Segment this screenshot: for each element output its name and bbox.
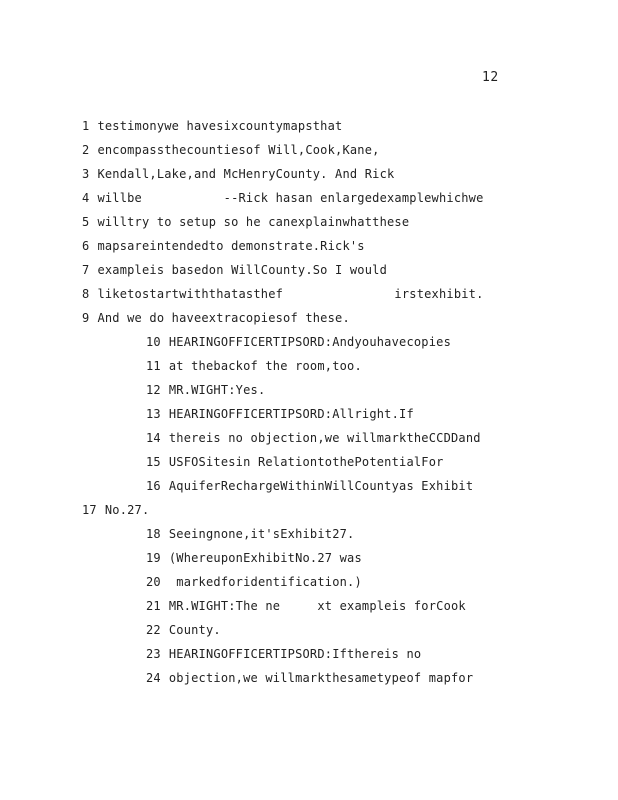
line-text: No.27.	[104, 503, 150, 517]
transcript-line-18	[146, 527, 354, 541]
line-text: at thebackof the room,too.	[168, 359, 362, 373]
line-text: exampleis basedon WillCounty.So I would	[97, 263, 387, 277]
line-number: 4	[82, 191, 90, 205]
line-number: 13	[146, 407, 161, 421]
transcript-line-3	[82, 167, 394, 181]
line-number: 22	[146, 623, 161, 637]
line-number: 9	[82, 311, 90, 325]
line-text: AquiferRechargeWithinWillCountyas Exhibit	[168, 479, 474, 493]
transcript-line-2	[82, 143, 380, 157]
line-text: mapsareintendedto demonstrate.Rick's	[97, 239, 365, 253]
line-number: 18	[146, 527, 161, 541]
line-text: MR.WIGHT:Yes.	[168, 383, 266, 397]
transcript-line-4	[82, 191, 484, 205]
line-number: 23	[146, 647, 161, 661]
line-number: 11	[146, 359, 161, 373]
line-text: (WhereuponExhibitNo.27 was	[168, 551, 362, 565]
line-number: 8	[82, 287, 90, 301]
transcript-line-8	[82, 287, 484, 301]
line-text: County.	[168, 623, 221, 637]
transcript-line-14	[146, 431, 481, 445]
transcript-line-23	[146, 647, 421, 661]
line-number: 12	[146, 383, 161, 397]
page-number: 12	[482, 70, 499, 85]
transcript-line-15	[146, 455, 444, 469]
line-number: 21	[146, 599, 161, 613]
line-text: HEARINGOFFICERTIPSORD:Andyouhavecopies	[168, 335, 451, 349]
transcript-line-7	[82, 263, 387, 277]
line-number: 2	[82, 143, 90, 157]
line-text: USFOSitesin RelationtothePotentialFor	[168, 455, 444, 469]
line-number: 14	[146, 431, 161, 445]
transcript-line-10	[146, 335, 451, 349]
line-number: 19	[146, 551, 161, 565]
line-number: 16	[146, 479, 161, 493]
transcript-line-13	[146, 407, 414, 421]
line-number: 1	[82, 119, 90, 133]
line-text: liketostartwiththatasthef irstexhibit.	[97, 287, 484, 301]
line-text: HEARINGOFFICERTIPSORD:Allright.If	[168, 407, 414, 421]
line-text: Kendall,Lake,and McHenryCounty. And Rick	[97, 167, 395, 181]
line-text: objection,we willmarkthesametypeof mapfor	[168, 671, 474, 685]
line-text: HEARINGOFFICERTIPSORD:Ifthereis no	[168, 647, 422, 661]
transcript-line-22	[146, 623, 221, 637]
line-number: 24	[146, 671, 161, 685]
transcript-line-6	[82, 239, 365, 253]
line-number: 7	[82, 263, 90, 277]
transcript-line-17	[82, 503, 149, 517]
line-number: 15	[146, 455, 161, 469]
transcript-line-20	[146, 575, 362, 589]
transcript-line-19	[146, 551, 362, 565]
line-text: markedforidentification.)	[168, 575, 362, 589]
transcript-line-11	[146, 359, 362, 373]
line-number: 17	[82, 503, 97, 517]
line-number: 3	[82, 167, 90, 181]
line-number: 5	[82, 215, 90, 229]
line-text: And we do haveextracopiesof these.	[97, 311, 350, 325]
line-text: Seeingnone,it'sExhibit27.	[168, 527, 355, 541]
transcript-line-21	[146, 599, 466, 613]
line-number: 10	[146, 335, 161, 349]
line-text: thereis no objection,we willmarktheCCDDand	[168, 431, 481, 445]
line-text: willbe --Rick hasan enlargedexamplewhichwe	[97, 191, 484, 205]
line-text: testimonywe havesixcountymapsthat	[97, 119, 343, 133]
line-text: willtry to setup so he canexplainwhatthese	[97, 215, 410, 229]
transcript-line-24	[146, 671, 473, 685]
line-text: encompassthecountiesof Will,Cook,Kane,	[97, 143, 380, 157]
transcript-line-16	[146, 479, 473, 493]
line-number: 20	[146, 575, 161, 589]
transcript-line-12	[146, 383, 265, 397]
transcript-line-1	[82, 119, 342, 133]
line-text: MR.WIGHT:The ne xt exampleis forCook	[168, 599, 466, 613]
line-number: 6	[82, 239, 90, 253]
transcript-line-9	[82, 311, 350, 325]
transcript-line-5	[82, 215, 409, 229]
